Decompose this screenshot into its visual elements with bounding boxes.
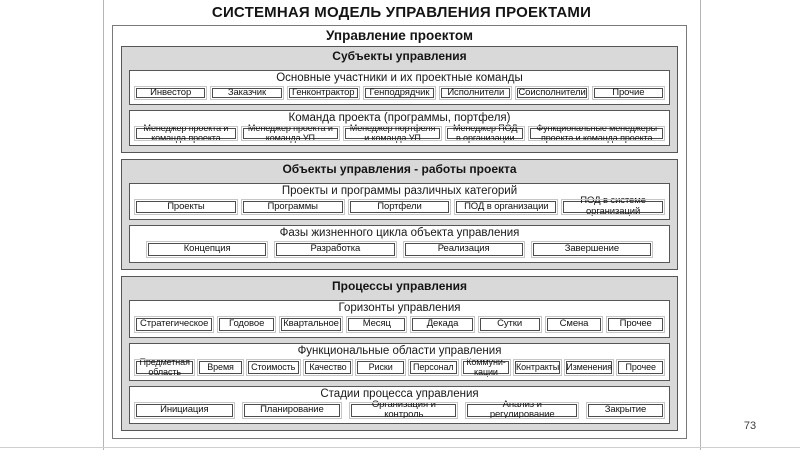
diagram-box: Инициация (136, 404, 233, 417)
subsection-header: Команда проекта (программы, портфеля) (288, 112, 511, 125)
diagram-box: Генподрядчик (365, 88, 434, 98)
section-header: Объекты управления - работы проекта (282, 161, 517, 176)
diagram-box: Завершение (533, 243, 651, 256)
box-row (130, 359, 669, 380)
diagram-box: Прочие (594, 88, 663, 98)
section-header: Субъекты управления (332, 49, 467, 63)
diagram-box: Персонал (410, 361, 457, 374)
diagram-box: Менеджер проекта и команда проекта (136, 128, 236, 138)
diagram-box: Организация и контроль (351, 404, 456, 417)
diagram-box: Прочее (608, 318, 663, 331)
diagram-box: Контракты (515, 362, 560, 373)
subsection-header: Функциональные области управления (297, 344, 502, 357)
box-row (130, 123, 669, 144)
diagram-box: Программы (243, 201, 343, 214)
section-header: Процессы управления (331, 278, 468, 293)
diagram-box: Портфели (350, 201, 450, 214)
diagram-box: Реализация (405, 243, 523, 256)
diagram-box: Планирование (244, 404, 341, 417)
diagram-box: Годовое (219, 318, 274, 331)
subsection-header: Основные участники и их проектные команды (276, 72, 523, 84)
diagram-box: Функциональные менеджеры проекта и команда проекта (530, 128, 663, 138)
slide-title: СИСТЕМНАЯ МОДЕЛЬ УПРАВЛЕНИЯ ПРОЕКТАМИ (211, 4, 592, 21)
diagram-box: Генконтрактор (289, 88, 358, 98)
diagram-box: Изменения (566, 362, 612, 373)
diagram-box: ПОД в организации (456, 201, 556, 214)
subsection-header: Проекты и программы различных категорий (281, 184, 518, 197)
subsection-functional-areas (129, 343, 670, 381)
subsection-process-stages (129, 386, 670, 424)
subsection-management-horizons (129, 300, 670, 338)
subsection-header: Стадии процесса управления (320, 387, 479, 400)
diagram-box: Месяц (348, 318, 405, 331)
box-row (130, 86, 669, 104)
box-row (130, 316, 669, 337)
diagram-box: Смена (547, 318, 602, 331)
diagram-box: Время (199, 361, 241, 374)
subsection-main-participants (129, 70, 670, 105)
page-number: 73 (743, 420, 757, 432)
box-row (130, 195, 669, 220)
diagram-box: Концепция (148, 243, 266, 256)
diagram-box: Соисполнители (518, 86, 586, 98)
subsection-header: Горизонты управления (338, 301, 461, 314)
diagram-box: Риски (357, 361, 404, 374)
project-management-frame (112, 25, 687, 439)
slide-bottom-edge-line (0, 447, 800, 448)
project-management-label: Управление проектом (326, 28, 473, 43)
diagram-box: Сутки (480, 318, 540, 331)
diagram-box: Квартальное (281, 318, 341, 331)
diagram-box: Менеджер проекта и команда УП (243, 128, 338, 138)
diagram-box: Исполнители (441, 88, 510, 98)
diagram-box: Инвестор (136, 88, 205, 98)
subsection-header: Фазы жизненного цикла объекта управления (279, 227, 520, 240)
diagram-box: Стоимость (248, 361, 299, 374)
diagram-box: Разработка (276, 243, 394, 256)
diagram-box: Заказчик (212, 88, 281, 98)
diagram-box: Менеджер ПОД в организации (447, 128, 523, 138)
subsection-lifecycle-phases (129, 225, 670, 263)
box-row (130, 241, 669, 262)
diagram-box: Предметная область (136, 361, 193, 374)
section-management-processes (121, 276, 678, 431)
diagram-box: Прочее (618, 361, 663, 374)
slide-left-edge-line (103, 0, 104, 450)
diagram-box: Коммуни-кации (463, 361, 510, 374)
diagram-box: Проекты (136, 201, 236, 214)
sections-container (113, 45, 686, 438)
diagram-box: Качество (305, 361, 352, 374)
diagram-box: ПОД в системе организаций (563, 201, 663, 214)
diagram-box: Декада (412, 318, 472, 331)
box-row (130, 398, 669, 423)
section-objects-of-management (121, 159, 678, 270)
section-subjects-of-management (121, 46, 678, 153)
diagram-box: Стратегическое (136, 318, 212, 331)
diagram-box: Закрытие (588, 404, 663, 417)
slide-right-edge-line (700, 0, 701, 450)
diagram-box: Менеджер портфеля и команда УП (345, 128, 440, 138)
subsection-project-team (129, 110, 670, 145)
diagram-box: Анализ и регулирование (467, 404, 577, 417)
subsection-projects-programs-categories (129, 183, 670, 221)
